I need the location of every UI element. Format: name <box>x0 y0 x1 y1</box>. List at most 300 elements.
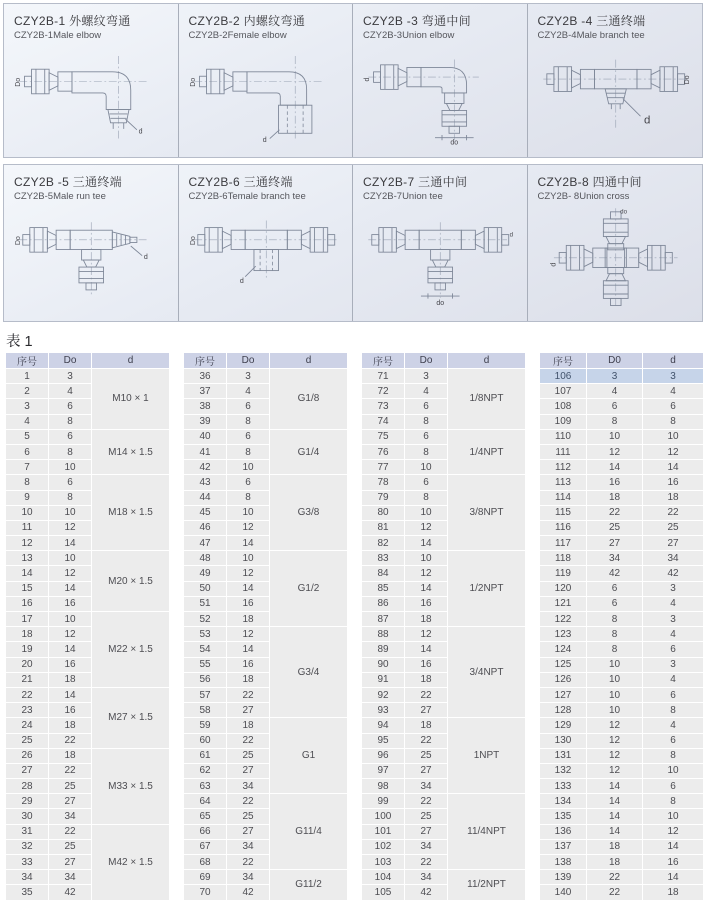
table-cell: 61 <box>184 749 226 763</box>
table-cell: 13 <box>6 551 48 565</box>
table-cell: 22 <box>49 734 91 748</box>
table-row <box>540 688 703 702</box>
spec-table-g-thread <box>183 352 348 901</box>
table-cell: 140 <box>540 885 586 899</box>
table-cell: 18 <box>227 673 269 687</box>
table-cell: 6 <box>6 445 48 459</box>
table-cell: G3/8 <box>270 475 347 550</box>
table-cell: 12 <box>227 627 269 641</box>
table-cell: 72 <box>362 384 404 398</box>
table-cell: 4 <box>643 718 703 732</box>
table-row <box>540 794 703 808</box>
panel-title-cn: CZY2B-2 内螺纹弯通 <box>188 14 306 28</box>
panel-czy2b-2 <box>179 4 354 157</box>
panel-title-cn: CZY2B-7 三通中间 <box>363 175 468 189</box>
table-cell: 14 <box>49 642 91 656</box>
table-row <box>362 551 525 565</box>
table-row <box>6 749 169 763</box>
table-cell: 81 <box>362 521 404 535</box>
table-cell: 22 <box>6 688 48 702</box>
table-row <box>362 794 525 808</box>
table-cell: 14 <box>49 582 91 596</box>
table-cell: 83 <box>362 551 404 565</box>
table-cell: 25 <box>227 749 269 763</box>
table-cell: 104 <box>362 870 404 884</box>
table-cell: 8 <box>227 491 269 505</box>
table-cell: 16 <box>405 658 447 672</box>
table-cell: 14 <box>643 460 703 474</box>
dim-label-d: d <box>364 77 372 82</box>
panel-title-en: CZY2B-6Temale branch tee <box>188 191 306 202</box>
table-cell: 10 <box>643 764 703 778</box>
column-header: d <box>270 353 347 368</box>
table-cell: 80 <box>362 506 404 520</box>
table-cell: 18 <box>405 673 447 687</box>
table-cell: 110 <box>540 430 586 444</box>
table-cell: 34 <box>227 840 269 854</box>
table-row <box>362 369 525 383</box>
table-cell: 15 <box>6 582 48 596</box>
female-elbow-drawing <box>189 42 344 146</box>
table-cell: 22 <box>227 688 269 702</box>
table-cell: 10 <box>587 688 642 702</box>
table-cell: 12 <box>587 445 642 459</box>
table-cell: 8 <box>49 415 91 429</box>
table-label: 表 1 <box>6 334 33 350</box>
panel-title-en: CZY2B-5Male run tee <box>14 191 106 202</box>
table-cell: 117 <box>540 536 586 550</box>
table-cell: 14 <box>405 642 447 656</box>
table-cell: 34 <box>405 840 447 854</box>
table-cell: 27 <box>587 536 642 550</box>
table-cell: 10 <box>587 703 642 717</box>
table-cell: 16 <box>643 855 703 869</box>
table-cell: 22 <box>405 688 447 702</box>
table-cell: M20 × 1.5 <box>92 551 169 611</box>
table-row <box>362 475 525 489</box>
table-cell: 12 <box>587 764 642 778</box>
table-cell: 106 <box>540 369 586 383</box>
table-cell: G1 <box>270 718 347 793</box>
panel-title-en: CZY2B-7Union tee <box>363 191 443 202</box>
table-cell: 6 <box>643 399 703 413</box>
column-header: Do <box>49 353 91 368</box>
table-cell: 96 <box>362 749 404 763</box>
table-cell: M14 × 1.5 <box>92 430 169 475</box>
table-cell: 25 <box>49 779 91 793</box>
table-cell: 27 <box>643 536 703 550</box>
table-cell: 33 <box>6 855 48 869</box>
table-cell: 25 <box>405 809 447 823</box>
table-cell: 112 <box>540 460 586 474</box>
table-cell: 8 <box>587 627 642 641</box>
column-header: d <box>448 353 525 368</box>
table-cell: 51 <box>184 597 226 611</box>
table-cell: 12 <box>6 536 48 550</box>
spec-table <box>539 352 704 901</box>
table-cell: 56 <box>184 673 226 687</box>
table-row <box>540 460 703 474</box>
table-header-row <box>362 353 525 368</box>
table-row <box>6 612 169 626</box>
table-row <box>540 415 703 429</box>
table-cell: 10 <box>405 551 447 565</box>
table-cell: 16 <box>6 597 48 611</box>
table-cell: 14 <box>643 870 703 884</box>
table-cell: 27 <box>49 794 91 808</box>
table-cell: 122 <box>540 612 586 626</box>
table-row <box>540 536 703 550</box>
panel-czy2b-1 <box>4 4 179 157</box>
panel-czy2b-4 <box>528 4 703 157</box>
table-cell: 6 <box>587 399 642 413</box>
table-cell: 128 <box>540 703 586 717</box>
panel-title-cn: CZY2B -5 三通终端 <box>14 175 122 189</box>
table-cell: 6 <box>643 734 703 748</box>
table-cell: 3 <box>49 369 91 383</box>
table-cell: 3 <box>587 369 642 383</box>
table-row <box>540 779 703 793</box>
table-cell: 78 <box>362 475 404 489</box>
table-cell: 3/8NPT <box>448 475 525 550</box>
table-row <box>540 642 703 656</box>
spec-table-union <box>539 352 704 901</box>
spec-table-npt <box>361 352 526 901</box>
table-cell: 125 <box>540 658 586 672</box>
table-row <box>540 703 703 717</box>
table-cell: 12 <box>227 521 269 535</box>
table-cell: 6 <box>49 399 91 413</box>
table-cell: 42 <box>587 566 642 580</box>
table-cell: 91 <box>362 673 404 687</box>
table-cell: 39 <box>184 415 226 429</box>
table-cell: 14 <box>405 582 447 596</box>
table-row <box>6 688 169 702</box>
table-cell: 22 <box>49 825 91 839</box>
column-header: Do <box>405 353 447 368</box>
table-cell: 34 <box>405 870 447 884</box>
table-cell: M33 × 1.5 <box>92 749 169 824</box>
table-cell: 66 <box>184 825 226 839</box>
table-cell: 74 <box>362 415 404 429</box>
table-cell: 139 <box>540 870 586 884</box>
table-cell: 73 <box>362 399 404 413</box>
table-cell: 133 <box>540 779 586 793</box>
table-cell: 30 <box>6 809 48 823</box>
table-cell: 4 <box>643 673 703 687</box>
table-cell: 131 <box>540 749 586 763</box>
table-cell: G1/2 <box>270 551 347 626</box>
table-cell: 14 <box>587 779 642 793</box>
table-cell: 121 <box>540 597 586 611</box>
table-cell: 25 <box>405 749 447 763</box>
table-header-row <box>540 353 703 368</box>
table-cell: 8 <box>587 415 642 429</box>
table-cell: 42 <box>184 460 226 474</box>
table-row <box>184 627 347 641</box>
table-cell: 129 <box>540 718 586 732</box>
table-cell: 18 <box>49 749 91 763</box>
table-cell: 14 <box>227 536 269 550</box>
table-cell: 16 <box>49 703 91 717</box>
panel-title-cn: CZY2B -4 三通终端 <box>537 14 646 28</box>
table-cell: 27 <box>6 764 48 778</box>
table-cell: 14 <box>6 566 48 580</box>
table-cell: 3/4NPT <box>448 627 525 717</box>
table-cell: 42 <box>49 885 91 899</box>
table-cell: 4 <box>227 384 269 398</box>
table-cell: 8 <box>587 612 642 626</box>
table-cell: 22 <box>587 885 642 899</box>
table-cell: 14 <box>587 794 642 808</box>
table-cell: 86 <box>362 597 404 611</box>
table-row <box>540 734 703 748</box>
table-cell: 114 <box>540 491 586 505</box>
table-cell: 84 <box>362 566 404 580</box>
table-cell: 6 <box>643 779 703 793</box>
table-cell: 109 <box>540 415 586 429</box>
table-cell: 32 <box>6 840 48 854</box>
table-cell: 3 <box>227 369 269 383</box>
table-cell: 18 <box>643 885 703 899</box>
table-cell: 8 <box>643 794 703 808</box>
table-cell: 25 <box>587 521 642 535</box>
column-header: D0 <box>587 353 642 368</box>
table-cell: 16 <box>587 475 642 489</box>
table-cell: 69 <box>184 870 226 884</box>
table-cell: 2 <box>6 384 48 398</box>
table-cell: 103 <box>362 855 404 869</box>
table-cell: 71 <box>362 369 404 383</box>
table-cell: 6 <box>405 399 447 413</box>
table-cell: 53 <box>184 627 226 641</box>
table-cell: 98 <box>362 779 404 793</box>
table-cell: 12 <box>405 521 447 535</box>
table-cell: 4 <box>6 415 48 429</box>
table-cell: 18 <box>6 627 48 641</box>
table-cell: 12 <box>227 566 269 580</box>
table-cell: G1/8 <box>270 369 347 429</box>
table-cell: 45 <box>184 506 226 520</box>
table-cell: 130 <box>540 734 586 748</box>
table-cell: 50 <box>184 582 226 596</box>
table-row <box>540 491 703 505</box>
table-row <box>184 369 347 383</box>
table-cell: 10 <box>587 430 642 444</box>
table-row <box>540 809 703 823</box>
dim-label-do: do <box>436 299 445 307</box>
spec-table <box>361 352 526 901</box>
drawing-block-bottom <box>3 164 703 322</box>
table-cell: 20 <box>6 658 48 672</box>
table-cell: 8 <box>227 415 269 429</box>
table-cell: 17 <box>6 612 48 626</box>
column-header: 序号 <box>184 353 226 368</box>
table-cell: 65 <box>184 809 226 823</box>
table-cell: 88 <box>362 627 404 641</box>
table-cell: 1 <box>6 369 48 383</box>
table-row <box>540 718 703 732</box>
table-cell: 118 <box>540 551 586 565</box>
female-branch-tee-drawing <box>189 203 344 307</box>
table-cell: M22 × 1.5 <box>92 612 169 687</box>
table-cell: 27 <box>227 703 269 717</box>
table-cell: 11 <box>6 521 48 535</box>
table-cell: 1/4NPT <box>448 430 525 475</box>
table-cell: 105 <box>362 885 404 899</box>
table-cell: 120 <box>540 582 586 596</box>
table-cell: 22 <box>227 855 269 869</box>
table-cell: 8 <box>405 415 447 429</box>
table-cell: 92 <box>362 688 404 702</box>
table-cell: 22 <box>587 870 642 884</box>
table-row <box>540 840 703 854</box>
table-row <box>540 506 703 520</box>
table-cell: 27 <box>405 825 447 839</box>
table-cell: 16 <box>227 597 269 611</box>
table-cell: 22 <box>405 855 447 869</box>
table-cell: 18 <box>405 612 447 626</box>
table-cell: M27 × 1.5 <box>92 688 169 748</box>
column-header: d <box>643 353 703 368</box>
table-cell: 43 <box>184 475 226 489</box>
drawing-block-top <box>3 3 703 158</box>
table-cell: 18 <box>587 855 642 869</box>
table-cell: 10 <box>643 430 703 444</box>
table-cell: 100 <box>362 809 404 823</box>
table-cell: 11/4NPT <box>448 794 525 869</box>
table-cell: 18 <box>227 612 269 626</box>
table-cell: 7 <box>6 460 48 474</box>
table-cell: 16 <box>405 597 447 611</box>
table-cell: 126 <box>540 673 586 687</box>
table-cell: 14 <box>227 642 269 656</box>
table-cell: 3 <box>643 369 703 383</box>
table-cell: 22 <box>405 794 447 808</box>
table-cell: 22 <box>49 764 91 778</box>
table-cell: 14 <box>643 840 703 854</box>
table-cell: 48 <box>184 551 226 565</box>
panel-title-cn: CZY2B-6 三通终端 <box>188 175 293 189</box>
table-cell: 14 <box>587 460 642 474</box>
dim-label-do: do <box>619 208 627 216</box>
table-cell: 52 <box>184 612 226 626</box>
table-row <box>6 475 169 489</box>
panel-title-en: CZY2B-3Union elbow <box>363 30 455 41</box>
table-row <box>6 825 169 839</box>
table-row <box>540 597 703 611</box>
table-row <box>540 445 703 459</box>
panel-czy2b-7 <box>353 165 528 321</box>
table-cell: 34 <box>643 551 703 565</box>
dim-label-d: d <box>262 137 267 145</box>
table-cell: 25 <box>227 809 269 823</box>
table-cell: 12 <box>49 521 91 535</box>
table-cell: 134 <box>540 794 586 808</box>
table-row <box>362 870 525 884</box>
panel-title-en: CZY2B-2Female elbow <box>188 30 287 41</box>
table-cell: 29 <box>6 794 48 808</box>
table-cell: G3/4 <box>270 627 347 717</box>
union-elbow-drawing <box>363 42 518 146</box>
table-cell: 12 <box>587 718 642 732</box>
table-cell: 89 <box>362 642 404 656</box>
table-cell: 60 <box>184 734 226 748</box>
table-cell: 3 <box>643 582 703 596</box>
table-cell: 6 <box>587 597 642 611</box>
table-cell: 27 <box>227 825 269 839</box>
table-cell: 10 <box>587 673 642 687</box>
table-cell: 26 <box>6 749 48 763</box>
table-cell: 22 <box>587 506 642 520</box>
spec-table-metric <box>5 352 170 901</box>
table-row <box>362 430 525 444</box>
column-header: 序号 <box>362 353 404 368</box>
dim-label-d: d <box>643 114 650 127</box>
table-cell: 27 <box>405 703 447 717</box>
table-cell: G1/4 <box>270 430 347 475</box>
table-cell: 132 <box>540 764 586 778</box>
table-cell: 12 <box>405 566 447 580</box>
table-cell: M10 × 1 <box>92 369 169 429</box>
table-cell: 119 <box>540 566 586 580</box>
table-cell: 6 <box>643 642 703 656</box>
table-cell: 8 <box>643 703 703 717</box>
table-cell: 34 <box>405 779 447 793</box>
table-cell: 14 <box>49 536 91 550</box>
table-cell: 16 <box>49 658 91 672</box>
dim-label-d: d <box>143 254 148 262</box>
table-cell: 70 <box>184 885 226 899</box>
table-cell: 136 <box>540 825 586 839</box>
dim-label-d: d <box>509 231 514 239</box>
table-cell: 8 <box>643 749 703 763</box>
dim-label-Do: Do <box>189 77 197 87</box>
table-cell: 10 <box>405 506 447 520</box>
table-cell: 8 <box>6 475 48 489</box>
table-cell: 54 <box>184 642 226 656</box>
table-cell: 99 <box>362 794 404 808</box>
table-cell: 135 <box>540 809 586 823</box>
table-cell: 21 <box>6 673 48 687</box>
table-cell: 85 <box>362 582 404 596</box>
table-cell: 67 <box>184 840 226 854</box>
panel-czy2b-6 <box>179 165 354 321</box>
table-cell: 62 <box>184 764 226 778</box>
table-row <box>540 566 703 580</box>
table-row <box>540 855 703 869</box>
table-cell: 4 <box>643 384 703 398</box>
table-row <box>540 673 703 687</box>
table-cell: 97 <box>362 764 404 778</box>
table-cell: 40 <box>184 430 226 444</box>
table-row <box>540 885 703 899</box>
table-row <box>184 870 347 884</box>
table-cell: 27 <box>49 855 91 869</box>
table-cell: 14 <box>587 825 642 839</box>
table-cell: 12 <box>49 627 91 641</box>
table-cell: 18 <box>587 840 642 854</box>
table-cell: 42 <box>405 885 447 899</box>
table-cell: 127 <box>540 688 586 702</box>
table-cell: 108 <box>540 399 586 413</box>
table-cell: 11/2NPT <box>448 870 525 899</box>
dim-label-d: d <box>239 277 244 285</box>
dim-label-d: d <box>550 262 558 267</box>
table-cell: 12 <box>49 566 91 580</box>
union-cross-drawing <box>538 203 694 307</box>
table-cell: 22 <box>227 794 269 808</box>
